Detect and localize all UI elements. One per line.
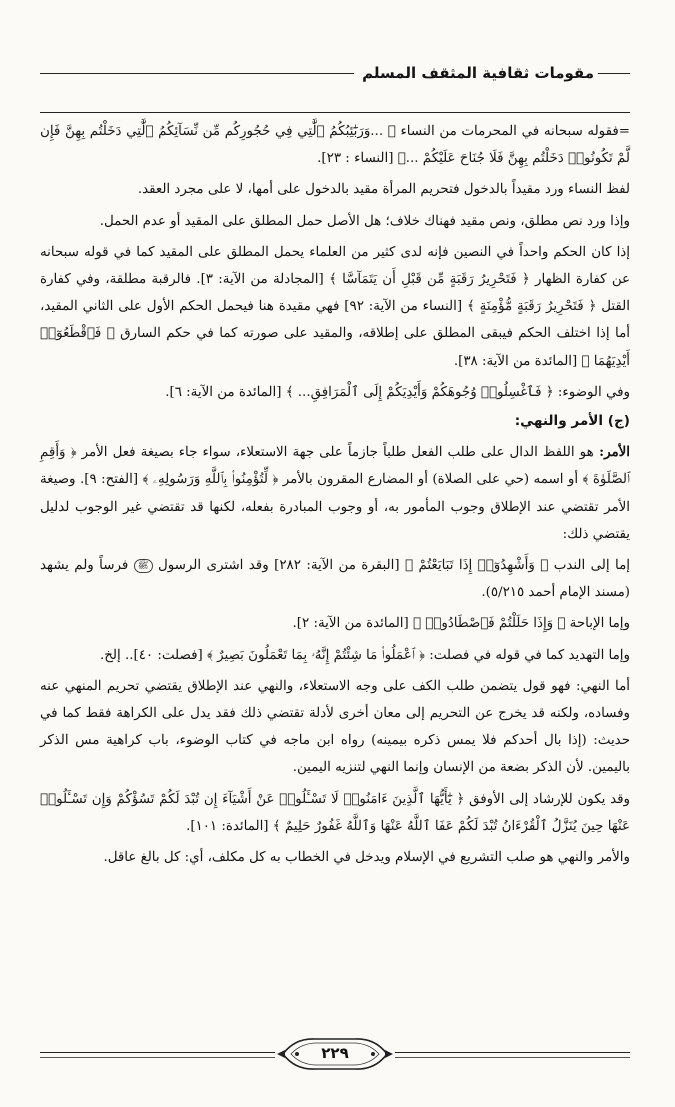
text-run: [المائدة: ١٠١]. [186,818,273,834]
footer-rule-left-thin [40,1057,275,1058]
text-run: وفي الوضوء: [553,384,630,400]
text-run: وقد يكون للإرشاد إلى الأوفق [464,791,630,807]
text-run: أما النهي: فهو قول يتضمن طلب الكف على وجه الاستعلاء، والنهي عند الإطلاق يقتضي تحريم المنهي عنه وفساده، ولكنه قد يخرج عن التحريم إلى معان أخرى لأدلة تقتضي ذلك فقد يدل على الكراهة فقط كما في حديث: (إذا بال أحدكم فلا يمس ذكره بيمينه) رواه ابن ماجه في كتاب الوضوء، باب كراهية مس الذكر باليمين. لأن الذكر بضعة من الإنسان وإنما النهي لتنزيه اليمين. [40,678,630,776]
quran-verse: ﴿ فَتَحْرِيرُ رَقَبَةٍ مُّؤْمِنَةٍ ﴾ [466,299,597,315]
body-paragraph [40,552,630,606]
header-rule-short [598,73,630,74]
text-run: أو اسمه (حي على الصلاة) أو المضارع المقرون بالأمر [278,472,583,488]
body-paragraph [40,208,630,235]
body-paragraph [40,610,630,637]
text-run: [البقرة من الآية: ٢٨٢] وقد اشترى الرسول [152,558,405,574]
section-subheading [40,408,630,435]
text-run: هو اللفظ الدال على طلب الفعل طلباً جازماً على جهة الاستعلاء، سواء جاء بصيغة فعل الأمر [76,445,594,461]
text-run: =فقوله سبحانه في المحرمات من النساء [395,124,630,139]
quran-verse: ﴿ ...وَرَبَٰٓئِبُكُمُ ٱلَّٰتِي فِي حُجُورِكُم مِّن نِّسَآئِكُمُ ٱلَّٰتِي دَخَلْتُم بِهِنَّ فَإِن لَّمْ تَكُونُوا۟ دَخَلْتُم بِهِنَّ فَلَا جُنَاحَ عَلَيْكُمْ ...﴾ [40,124,630,167]
text-run: [فصلت: ٤٠].. إلخ. [100,647,207,663]
page-number: ٢٢٩ [321,1044,349,1062]
body-paragraph [40,118,630,172]
running-header [40,60,630,86]
quran-verse: ﴿ وَأَشْهِدُوٓا۟ إِذَا تَبَايَعْتُمْ ﴾ [404,558,549,574]
quran-verse: ﴿ فَٱغْسِلُوا۟ وُجُوهَكُمْ وَأَيْدِيَكُمْ إِلَى ٱلْمَرَافِقِ... ﴾ [285,384,554,400]
footer-rule-right [395,1052,630,1053]
quran-verse: ﴿ فَتَحْرِيرُ رَقَبَةٍ مِّن قَبْلِ أَن يَتَمَآسَّا ﴾ [329,272,530,288]
term-label: الأمر: [593,444,630,461]
body-paragraph [40,642,630,669]
page-number-ornament [275,1034,395,1074]
text-run: إذا كان الحكم واحداً في النصين فإنه لدى كثير من العلماء يحمل المطلق على المقيد كما في قوله سبحانه عن كفارة الظهار [40,244,630,288]
text-run: [المائدة من الآية: ٦]. [165,384,286,400]
quran-verse: ﴿ لِّتُؤْمِنُوا۟ بِٱللَّهِ وَرَسُولِهِۦ ﴾ [142,472,279,488]
salawat-icon: ﷺ [134,559,153,573]
text-run: وإما التهديد كما في قوله في فصلت: [424,647,630,663]
text-run: [النساء من الآية: ٩٢] فهي مقيدة هنا فيحمل الحكم الأول على الثاني المقيد، أما إذا اختلف الحكم فيبقى المطلق على إطلاقه، والمقيد على صورته كما في حكم السارق [40,299,630,342]
body-top-rule [40,112,630,113]
text-run: [المائدة من الآية: ٢]. [292,616,413,632]
quran-verse: ﴿ يَٰٓأَيُّهَا ٱلَّذِينَ ءَامَنُوا۟ لَا تَسْـَٔلُوا۟ عَنْ أَشْيَآءَ إِن تُبْدَ لَكُمْ تَسُؤْكُمْ وَإِن تَسْـَٔلُوا۟ عَنْهَا حِينَ يُنَزَّلُ ٱلْقُرْءَانُ تُبْدَ لَكُمْ عَفَا ٱللَّهُ عَنْهَا وَٱللَّهُ غَفُورٌ حَلِيمٌ ﴾ [40,791,630,834]
text-run: [النساء : ٢٣]. [317,151,398,167]
quran-verse: ﴿ وَأَقِمِ ٱلصَّلَوٰةَ ﴾ [40,445,630,488]
page-body [40,118,630,871]
footer-rule-left [40,1052,275,1053]
page-footer [40,1030,630,1080]
text-run: [المجادلة من الآية: ٣]. فالرقبة مطلقة، وفي كفارة القتل [40,272,630,315]
header-rule-long [40,73,354,74]
quran-verse: ﴿ وَإِذَا حَلَلْتُمْ فَٱصْطَادُوا۟ ﴾ [412,616,566,632]
body-paragraph [40,379,630,406]
body-paragraph [40,439,630,548]
text-run: إما إلى الندب [548,558,630,574]
text-run: فرساً ولم يشهد (مسند الإمام أحمد ٥/٢١٥). [40,558,630,601]
text-run: (ج) الأمر والنهي: [514,413,630,430]
header-title: مقومات ثقافية المثقف المسلم [362,64,594,82]
quran-verse: ﴿ ٱعْمَلُوا۟ مَا شِئْتُمْ إِنَّهُۥ بِمَا تَعْمَلُونَ بَصِيرٌ ﴾ [206,647,425,663]
text-run: [الفتح: ٩]. وصيغة الأمر تقتضي عند الإطلاق وجوب المأمور به، أو وجوب المبادرة بفعله، لكنها قد تقتضي غير الوجوب لدليل يقتضي ذلك: [40,472,630,542]
quran-verse: ﴿ فَٱقْطَعُوٓا۟ أَيْدِيَهُمَا ﴾ [40,326,630,369]
body-paragraph [40,844,630,871]
body-paragraph [40,673,630,782]
text-run: [المائدة من الآية: ٣٨]. [453,353,582,369]
body-paragraph [40,239,630,375]
text-run: والأمر والنهي هو صلب التشريع في الإسلام ويدخل في الخطاب به كل مكلف، أي: كل بالغ عاقل. [103,850,630,866]
text-run: لفظ النساء ورد مقيداً بالدخول فتحريم المرأة مقيد بالدخول على أمها، لا على مجرد العقد. [137,182,630,198]
text-run: وإما الإباحة [565,616,630,632]
footer-rule-right-thin [395,1057,630,1058]
body-paragraph [40,786,630,840]
text-run: وإذا ورد نص مطلق، ونص مقيد فهناك خلاف؛ هل الأصل حمل المطلق على المقيد أو عدم الحمل. [99,213,630,229]
body-paragraph [40,176,630,203]
